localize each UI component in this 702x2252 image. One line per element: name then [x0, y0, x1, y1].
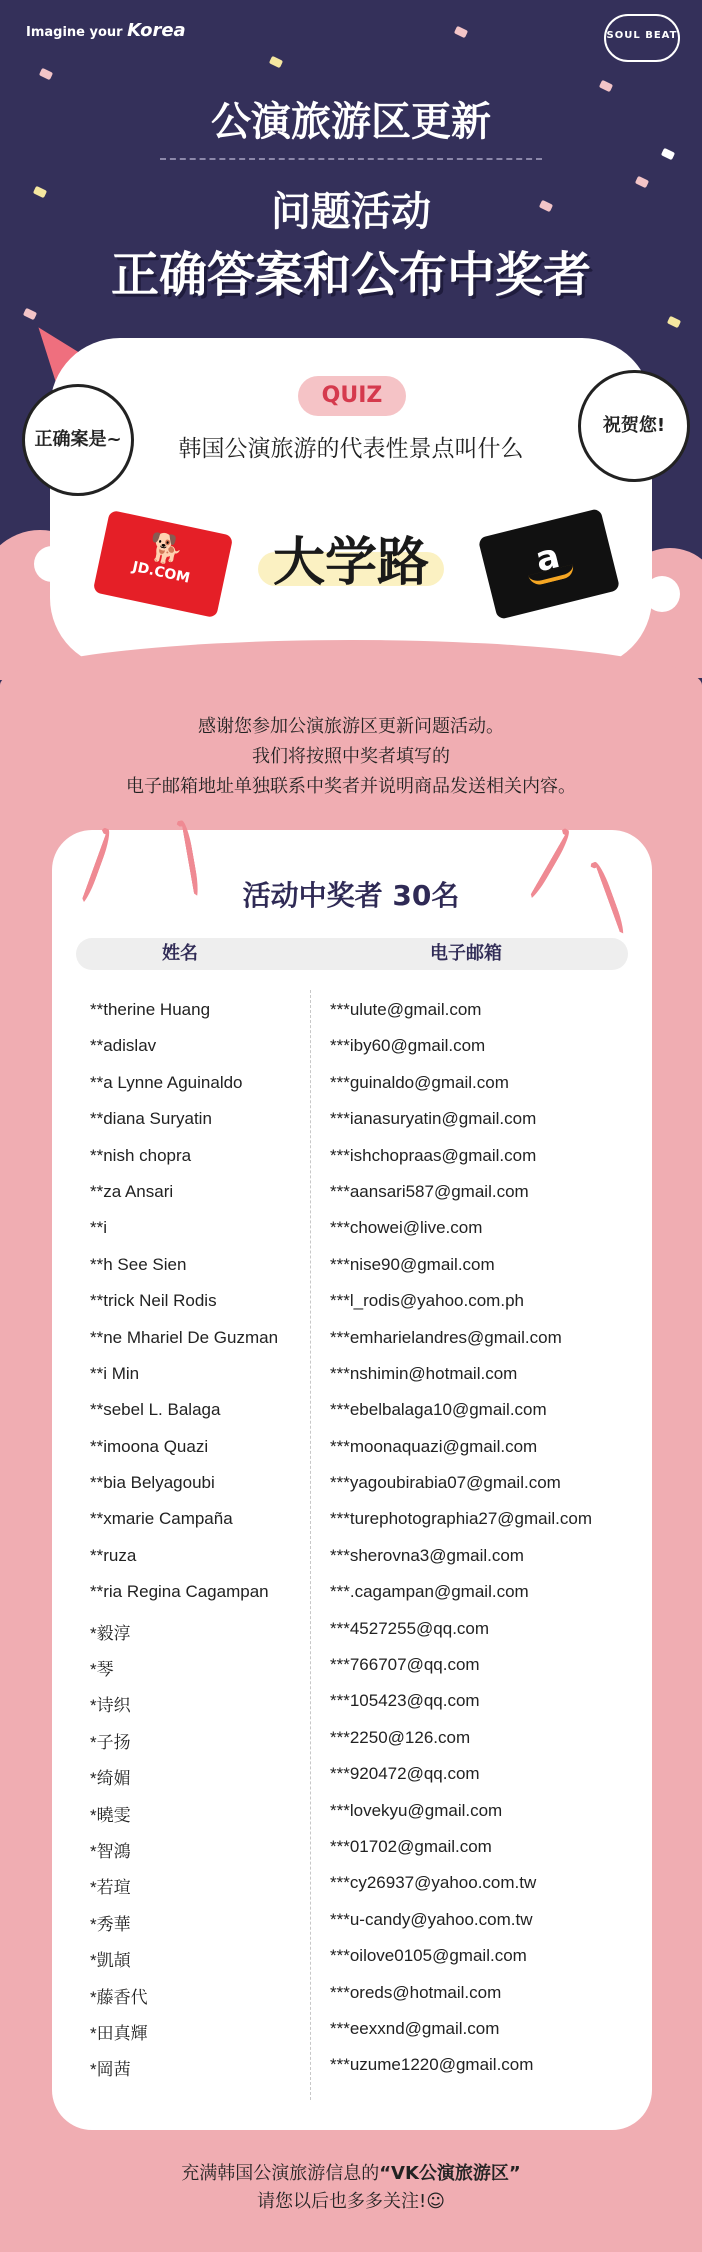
winner-name: *智鴻 [90, 1841, 131, 1861]
winner-name: **ruza [90, 1545, 137, 1565]
table-row [90, 1940, 630, 1976]
table-row [90, 1977, 630, 2013]
table-row [90, 1285, 630, 1321]
winner-email: ***2250@126.com [330, 1727, 471, 1747]
speech-bubble-right: 祝贺您! [578, 370, 690, 482]
winner-name: *若瑄 [90, 1878, 131, 1898]
winner-name: **ne Mhariel De Guzman [90, 1327, 279, 1347]
winner-email: ***eexxnd@gmail.com [330, 2018, 500, 2038]
winner-name: **trick Neil Rodis [90, 1291, 217, 1311]
event-headline: 正确答案和公布中奖者 [110, 247, 591, 303]
winner-name: *子扬 [90, 1732, 131, 1752]
winner-email: ***oilove0105@gmail.com [330, 1946, 527, 1966]
column-header-name: 姓名 [162, 943, 198, 964]
winners-table-header [76, 938, 628, 970]
winner-name: **h See Sien [90, 1254, 187, 1274]
winner-email: ***u-candy@yahoo.com.tw [330, 1909, 533, 1929]
jd-gift-label: JD.COM [130, 558, 192, 587]
winner-email: ***01702@gmail.com [330, 1836, 492, 1856]
winner-name: **imoona Quazi [90, 1436, 209, 1456]
winner-email: ***ianasuryatin@gmail.com [330, 1109, 537, 1129]
soul-beat-logo: SOUL BEAT [604, 14, 680, 62]
table-row [90, 1795, 630, 1831]
winner-email: ***nise90@gmail.com [330, 1254, 495, 1274]
winner-email: ***guinaldo@gmail.com [330, 1072, 509, 1092]
table-row [90, 1576, 630, 1612]
table-row [90, 1758, 630, 1794]
winner-name: **za Ansari [90, 1181, 174, 1201]
table-row [90, 1212, 630, 1248]
winner-name: *岡茜 [90, 2060, 131, 2080]
winner-email: ***nshimin@hotmail.com [330, 1363, 518, 1383]
winner-email: ***cy26937@yahoo.com.tw [330, 1873, 537, 1893]
table-row [90, 1503, 630, 1539]
winner-email: ***iby60@gmail.com [330, 1036, 486, 1056]
footer-brand: “VK公演旅游区” [379, 2163, 521, 2184]
table-row [90, 1358, 630, 1394]
winners-title: 活动中奖者 30名 [242, 879, 460, 912]
winner-name: **ria Regina Cagampan [90, 1582, 269, 1602]
winner-name: *秀華 [90, 1914, 131, 1934]
winner-email: ***ishchopraas@gmail.com [330, 1145, 537, 1165]
footer-message [0, 2160, 702, 2216]
table-row [90, 2013, 630, 2049]
table-row [90, 1103, 630, 1139]
winner-name: **diana Suryatin [90, 1109, 212, 1129]
amazon-gift-label: a [531, 535, 564, 581]
thanks-line: 电子邮箱地址单独联系中奖者并说明商品发送相关内容。 [126, 776, 576, 797]
winner-email: ***turephotographia27@gmail.com [330, 1509, 593, 1529]
table-row [90, 1613, 630, 1649]
footer-line: 请您以后也多多关注!☺ [257, 2191, 445, 2212]
thanks-line: 我们将按照中奖者填写的 [252, 746, 450, 767]
winner-email: ***emharielandres@gmail.com [330, 1327, 562, 1347]
winner-name: **i [90, 1218, 108, 1238]
winners-list [90, 994, 630, 2086]
event-subtitle: 问题活动 [271, 189, 431, 235]
winner-name: **bia Belyagoubi [90, 1473, 215, 1493]
table-row [90, 1904, 630, 1940]
winner-name: **sebel L. Balaga [90, 1400, 221, 1420]
table-row [90, 1722, 630, 1758]
winner-email: ***ebelbalaga10@gmail.com [330, 1400, 547, 1420]
table-row [90, 1431, 630, 1467]
thanks-line: 感谢您参加公演旅游区更新问题活动。 [198, 716, 504, 737]
winner-email: ***.cagampan@gmail.com [330, 1582, 529, 1602]
table-row [90, 2049, 630, 2085]
quiz-badge: QUIZ [298, 376, 406, 416]
table-row [90, 1867, 630, 1903]
winner-email: ***4527255@qq.com [330, 1618, 490, 1638]
winner-email: ***920472@qq.com [330, 1764, 480, 1784]
winner-email: ***yagoubirabia07@gmail.com [330, 1473, 561, 1493]
title-divider [160, 158, 542, 160]
table-row [90, 1030, 630, 1066]
footer-line: 充满韩国公演旅游信息的 [181, 2163, 380, 2184]
winner-name: *凱頡 [90, 1951, 131, 1971]
winner-name: *曉雯 [90, 1805, 131, 1825]
table-row [90, 994, 630, 1030]
thanks-message [0, 712, 702, 802]
table-row [90, 1249, 630, 1285]
table-row [90, 1467, 630, 1503]
table-row [90, 1322, 630, 1358]
winner-name: *绮媚 [90, 1769, 131, 1789]
table-row [90, 1067, 630, 1103]
winner-email: ***uzume1220@gmail.com [330, 2055, 534, 2075]
winner-email: ***ulute@gmail.com [330, 1000, 482, 1019]
column-header-email: 电子邮箱 [430, 943, 502, 964]
table-row [90, 1685, 630, 1721]
winner-name: **nish chopra [90, 1145, 192, 1165]
winner-name: **xmarie Campaña [90, 1509, 233, 1529]
page-title: 公演旅游区更新 [211, 99, 491, 145]
table-row [90, 1540, 630, 1576]
winner-name: *田真輝 [90, 2023, 148, 2043]
winner-name: **a Lynne Aguinaldo [90, 1072, 243, 1092]
winner-name: *诗织 [90, 1696, 131, 1716]
speech-bubble-left: 正确案是~ [22, 384, 134, 496]
table-row [90, 1831, 630, 1867]
winner-name: *毅淳 [90, 1623, 131, 1643]
winner-email: ***oreds@hotmail.com [330, 1982, 502, 2002]
winner-name: **therine Huang [90, 1000, 211, 1019]
winner-name: **adislav [90, 1036, 157, 1056]
dog-icon: 🐕 [145, 529, 187, 569]
table-row [90, 1649, 630, 1685]
winner-name: **i Min [90, 1363, 140, 1383]
winner-email: ***766707@qq.com [330, 1655, 480, 1675]
winner-email: ***aansari587@gmail.com [330, 1181, 529, 1201]
winner-email: ***lovekyu@gmail.com [330, 1800, 503, 1820]
winner-email: ***sherovna3@gmail.com [330, 1545, 524, 1565]
winner-name: *藤香代 [90, 1987, 148, 2007]
winner-email: ***chowei@live.com [330, 1218, 483, 1238]
table-row [90, 1140, 630, 1176]
winner-email: ***moonaquazi@gmail.com [330, 1436, 538, 1456]
table-row [90, 1176, 630, 1212]
quiz-question: 韩国公演旅游的代表性景点叫什么 [178, 436, 524, 462]
winner-email: ***105423@qq.com [330, 1691, 480, 1711]
imagine-your-korea-logo: Imagine your Korea [26, 20, 186, 41]
winner-name: *琴 [90, 1660, 114, 1680]
winner-email: ***l_rodis@yahoo.com.ph [330, 1291, 524, 1311]
table-row [90, 1394, 630, 1430]
quiz-answer: 大学路 [272, 533, 429, 593]
